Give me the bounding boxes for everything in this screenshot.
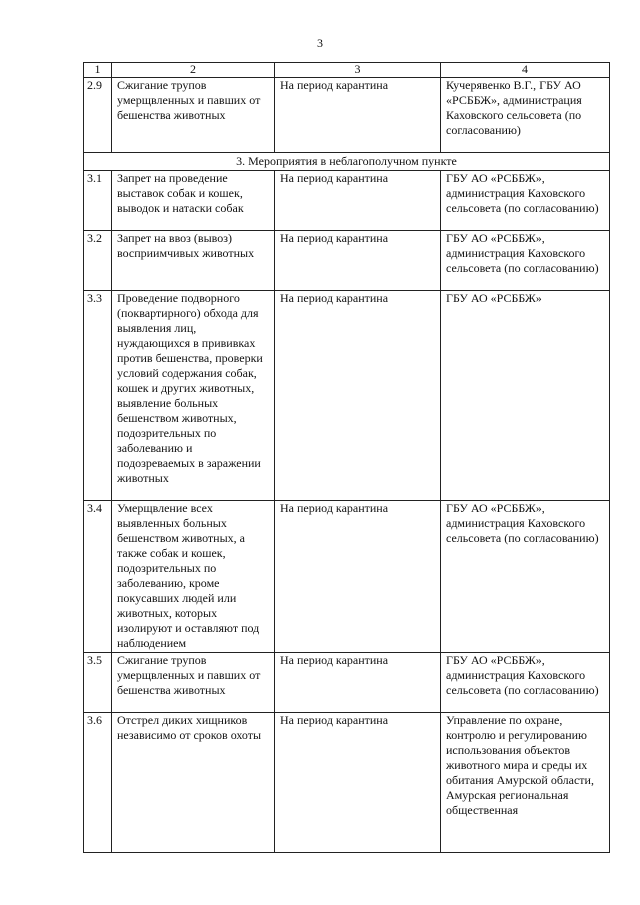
row-responsible: ГБУ АО «РСББЖ», администрация Каховского сельсовета (по согласованию) bbox=[441, 171, 610, 231]
row-responsible: ГБУ АО «РСББЖ» bbox=[441, 291, 610, 501]
table-row bbox=[84, 171, 610, 231]
table-row bbox=[84, 231, 610, 291]
table-row bbox=[84, 713, 610, 853]
row-number: 2.9 bbox=[84, 78, 112, 153]
row-measure: Отстрел диких хищников независимо от сроков охоты bbox=[112, 713, 275, 853]
row-measure: Проведение подворного (поквартирного) обхода для выявления лиц, нуждающихся в прививках против бешенства, проверки условий содержания собак, кошек и других животных, выявление больных бешенством животных, подозрительных по заболеванию и подозреваемых в заражении животных bbox=[112, 291, 275, 501]
section-heading: 3. Мероприятия в неблагополучном пункте bbox=[84, 153, 610, 171]
column-number-2: 2 bbox=[112, 63, 275, 78]
row-number: 3.4 bbox=[84, 501, 112, 653]
column-number-3: 3 bbox=[275, 63, 441, 78]
row-measure: Запрет на проведение выставок собак и кошек, выводок и натаски собак bbox=[112, 171, 275, 231]
row-number: 3.3 bbox=[84, 291, 112, 501]
section-heading-row bbox=[84, 153, 610, 171]
row-responsible: ГБУ АО «РСББЖ», администрация Каховского сельсовета (по согласованию) bbox=[441, 501, 610, 653]
row-period: На период карантина bbox=[275, 501, 441, 653]
row-measure: Запрет на ввоз (вывоз) восприимчивых животных bbox=[112, 231, 275, 291]
page-number: 3 bbox=[317, 36, 323, 50]
table-row bbox=[84, 78, 610, 153]
row-responsible: Управление по охране, контролю и регулированию использования объектов животного мира и среды их обитания Амурской области, Амурская региональная общественная bbox=[441, 713, 610, 853]
row-period: На период карантина bbox=[275, 171, 441, 231]
row-number: 3.2 bbox=[84, 231, 112, 291]
row-responsible: ГБУ АО «РСББЖ», администрация Каховского сельсовета (по согласованию) bbox=[441, 653, 610, 713]
row-measure: Умерщвление всех выявленных больных бешенством животных, а также собак и кошек, подозрительных по заболеванию, кроме покусавших людей или животных, которых изолируют и оставляют под наблюдением bbox=[112, 501, 275, 653]
row-period: На период карантина bbox=[275, 653, 441, 713]
row-measure: Сжигание трупов умерщвленных и павших от бешенства животных bbox=[112, 78, 275, 153]
row-responsible: Кучерявенко В.Г., ГБУ АО «РСББЖ», администрация Каховского сельсовета (по согласованию) bbox=[441, 78, 610, 153]
column-number-4: 4 bbox=[441, 63, 610, 78]
row-period: На период карантина bbox=[275, 291, 441, 501]
row-number: 3.6 bbox=[84, 713, 112, 853]
row-responsible: ГБУ АО «РСББЖ», администрация Каховского сельсовета (по согласованию) bbox=[441, 231, 610, 291]
table-header-row bbox=[84, 63, 610, 78]
table-row bbox=[84, 291, 610, 501]
row-number: 3.1 bbox=[84, 171, 112, 231]
row-measure: Сжигание трупов умерщвленных и павших от бешенства животных bbox=[112, 653, 275, 713]
measures-table bbox=[83, 62, 610, 853]
row-period: На период карантина bbox=[275, 78, 441, 153]
table-row bbox=[84, 501, 610, 653]
row-number: 3.5 bbox=[84, 653, 112, 713]
column-number-1: 1 bbox=[84, 63, 112, 78]
table-row bbox=[84, 653, 610, 713]
row-period: На период карантина bbox=[275, 231, 441, 291]
row-period: На период карантина bbox=[275, 713, 441, 853]
